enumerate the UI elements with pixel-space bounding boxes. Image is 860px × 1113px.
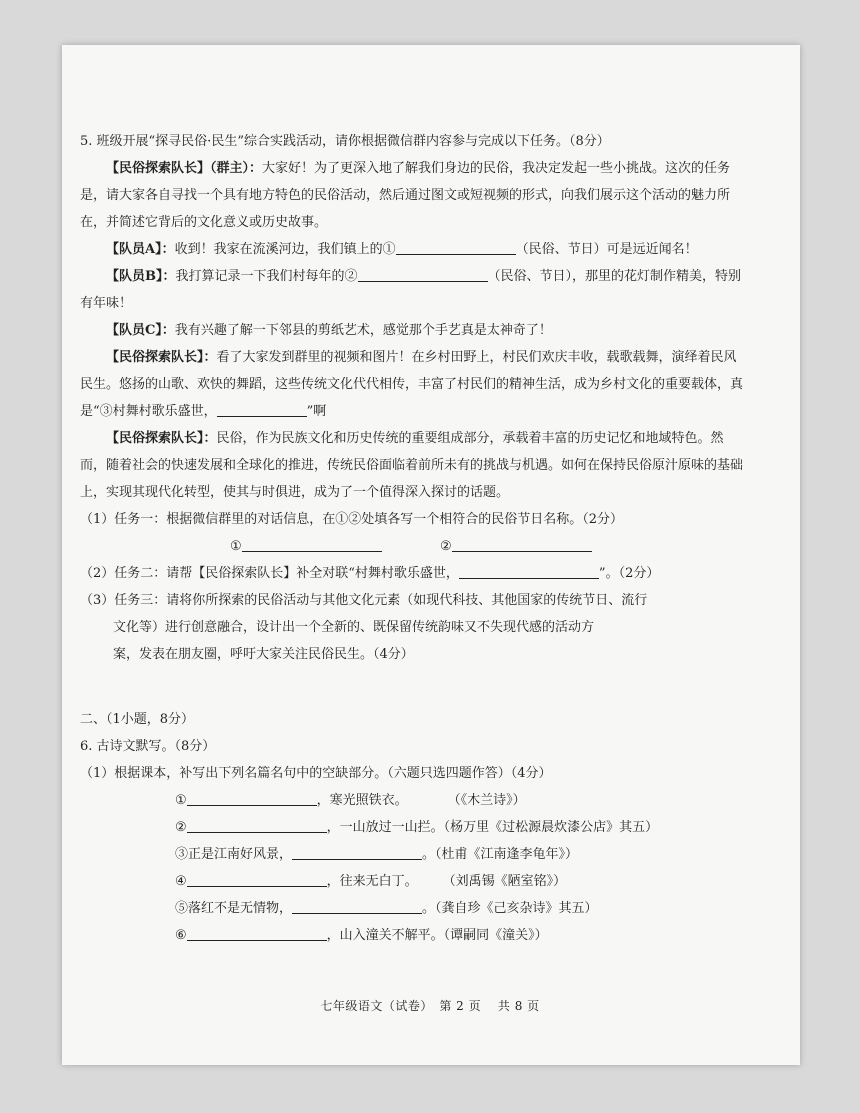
poem-source: （龚自珍《己亥杂诗》其五） (435, 901, 598, 916)
poem-text: 。 (422, 901, 436, 916)
dialog-text: （民俗、节日），那里的花灯制作精美，特别有年味！ (80, 269, 742, 311)
section-2-heading: 二、（1小题，8分） (80, 712, 195, 727)
task-2-text: （2）任务二：请帮【民俗探索队长】补全对联“村舞村歌乐盛世， (80, 566, 459, 581)
answer-blank-2[interactable] (358, 266, 488, 282)
mark-2: ② (439, 539, 452, 554)
dialog-leader-1 (80, 155, 745, 236)
dialog-text: 大家好！为了更深入地了解我们身边的民俗，我决定发起一些小挑战。这次的任务是，请大家各自寻找一个具有地方特色的民俗活动，然后通过图文或短视频的形式，向我们展示这个活动的魅力所在，并简述它背后的文化意义或历史故事。 (80, 161, 731, 230)
task-1: （1）任务一：根据微信群里的对话信息，在①②处填各写一个相符合的民俗节日名称。（2分） (80, 512, 624, 527)
poem-text: ，寒光照铁衣。 (316, 793, 408, 808)
question-5-title: 5. 班级开展“探寻民俗·民生”综合实践活动，请你根据微信群内容参与完成以下任务。（8分） (80, 134, 610, 149)
poem-line-2 (80, 814, 745, 841)
dialog-member-b (80, 263, 745, 317)
poem-text: ，往来无白丁。 (326, 874, 418, 889)
speaker: 【民俗探索队长】（群主）： (106, 161, 263, 176)
dialog-text: 收到！我家在流溪河边，我们镇上的① (174, 242, 396, 257)
dialog-text: ”啊 (306, 404, 327, 419)
task-1-blank-2[interactable] (452, 536, 592, 552)
dialog-member-c (80, 317, 745, 344)
poem-blank-3[interactable] (292, 844, 422, 860)
task-2 (80, 560, 745, 587)
speaker: 【队员C】： (106, 323, 175, 338)
dialog-leader-2 (80, 344, 745, 425)
dialog-member-a (80, 236, 745, 263)
task-3-cont-1: 文化等）进行创意融合，设计出一个全新的、既保留传统韵味又不失现代感的活动方 (113, 620, 595, 635)
dialog-text: 民俗，作为民族文化和历史传统的重要组成部分，承载着丰富的历史记忆和地域特色。然而，随着社会的快速发展和全球化的推进，传统民俗面临着前所未有的挑战与机遇。如何在保持民俗原汁原味的基础上，实现其现代化转型，使其与时俱进，成为了一个值得深入探讨的话题。 (80, 431, 744, 500)
poem-source: （谭嗣同《潼关》） (443, 928, 548, 943)
answer-blank-3[interactable] (217, 401, 307, 417)
task-2-text-end: ”。（2分） (598, 566, 660, 581)
poem-source: （杜甫《江南逢李龟年》） (435, 847, 579, 862)
poem-source: （刘禹锡《陋室铭》） (442, 874, 567, 889)
poem-text: ④ (175, 874, 187, 889)
dialog-text: 我有兴趣了解一下邻县的剪纸艺术，感觉那个手艺真是太神奇了！ (174, 323, 552, 338)
speaker: 【队员A】： (106, 242, 175, 257)
poem-text: ，一山放过一山拦。 (326, 820, 444, 835)
dialog-text: （民俗、节日）可是远近闻名！ (515, 242, 698, 257)
mark-1: ① (230, 539, 242, 554)
task-1-blanks (80, 533, 745, 560)
poem-source: （《木兰诗》） (447, 793, 526, 808)
poem-blank-5[interactable] (292, 898, 422, 914)
poem-text: ③正是江南好风景， (175, 847, 293, 862)
exam-content (80, 128, 745, 949)
poem-text: ，山入潼关不解平。 (326, 928, 444, 943)
poem-blank-2[interactable] (187, 817, 327, 833)
poem-source: （杨万里《过松源晨炊漆公店》其五） (443, 820, 659, 835)
task-2-blank[interactable] (459, 563, 599, 579)
poem-line-5 (80, 895, 745, 922)
poem-text: ① (175, 793, 187, 808)
dialog-text: 我打算记录一下我们村每年的② (175, 269, 358, 284)
question-6-sub: （1）根据课本，补写出下列名篇名句中的空缺部分。（六题只选四题作答）（4分） (80, 766, 552, 781)
poem-line-3 (80, 841, 745, 868)
speaker: 【民俗探索队长】： (106, 350, 217, 365)
task-3-cont-2: 案，发表在朋友圈，呼吁大家关注民俗民生。（4分） (113, 647, 414, 662)
poem-text: 。 (422, 847, 436, 862)
task-1-blank-1[interactable] (242, 536, 382, 552)
dialog-text: 看了大家发到群里的视频和图片！在乡村田野上，村民们欢庆丰收，载歌载舞，演绎着民风民生。悠扬的山歌、欢快的舞蹈，这些传统文化代代相传，丰富了村民们的精神生活，成为乡村文化的重要载体，真是“③村舞村歌乐盛世， (80, 350, 744, 419)
poem-text: ② (175, 820, 187, 835)
page-footer: 七年级语文（试卷） 第 2 页 共 8 页 (320, 999, 540, 1013)
answer-blank-1[interactable] (396, 239, 516, 255)
speaker: 【队员B】： (106, 269, 176, 284)
poem-text: ⑤落红不是无情物， (175, 901, 293, 916)
poem-line-1 (80, 787, 745, 814)
poem-blank-6[interactable] (187, 925, 327, 941)
poem-blank-1[interactable] (187, 790, 317, 806)
poem-blank-4[interactable] (187, 871, 327, 887)
poem-line-4 (80, 868, 745, 895)
dialog-leader-3 (80, 425, 745, 506)
poem-line-6 (80, 922, 745, 949)
task-3: （3）任务三：请将你所探索的民俗活动与其他文化元素（如现代科技、其他国家的传统节日、流行 (80, 593, 648, 608)
poem-text: ⑥ (175, 928, 187, 943)
question-6-title: 6. 古诗文默写。（8分） (80, 739, 216, 754)
speaker: 【民俗探索队长】： (106, 431, 217, 446)
